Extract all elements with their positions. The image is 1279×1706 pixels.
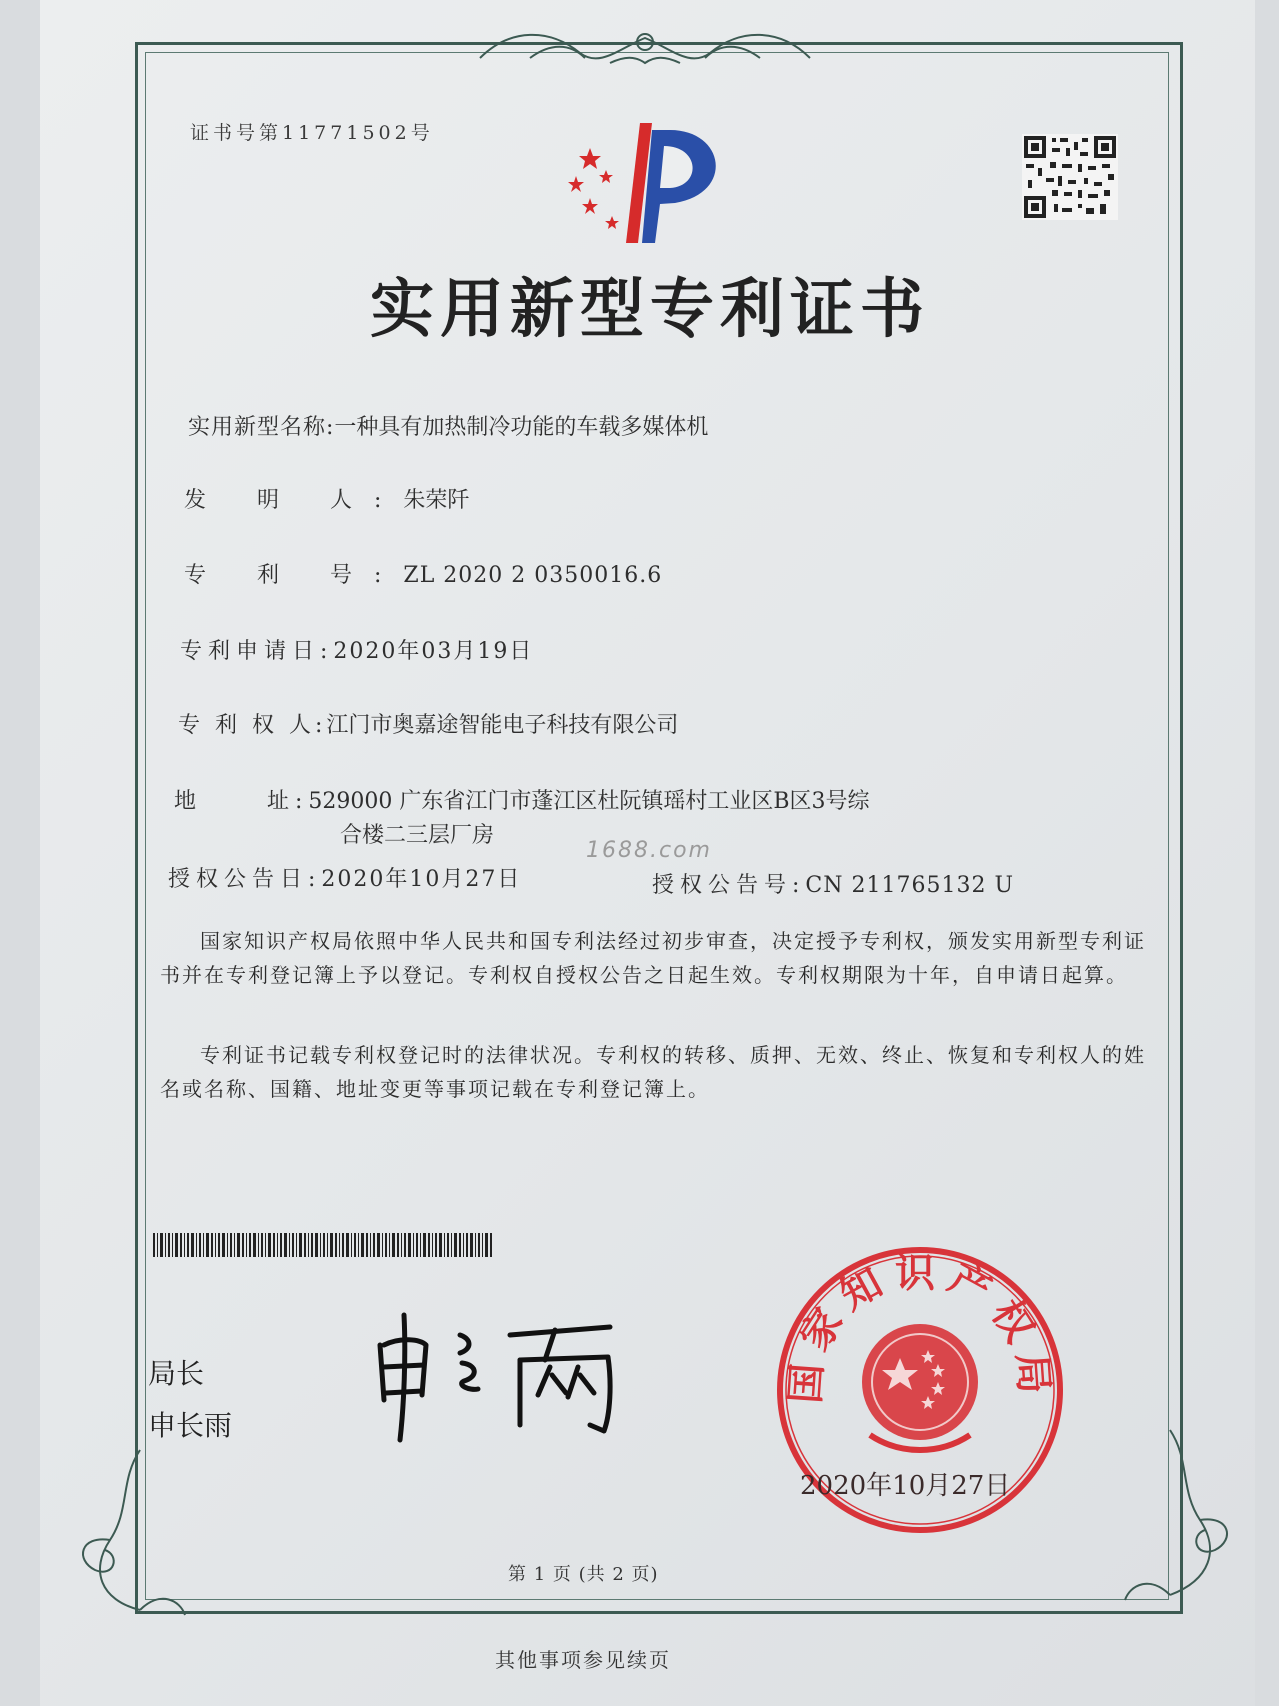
statement-paragraph-2: 专利证书记载专利权登记时的法律状况。专利权的转移、质押、无效、终止、恢复和专利权人的姓名或名称、国籍、地址变更等事项记载在专利登记簿上。 (160, 1043, 1146, 1101)
inventor-label: 发 明 人: (184, 488, 404, 513)
announcement-number-row (652, 868, 1014, 899)
filing-date-row (180, 634, 533, 665)
continuation-note: 其他事项参见续页 (495, 1648, 671, 1672)
cnipa-logo-icon (560, 118, 740, 248)
patentee-value: 江门市奥嘉途智能电子科技有限公司 (326, 713, 679, 738)
filing-date-value: 2020年03月19日 (333, 639, 534, 664)
announcement-date-value: 2020年10月27日 (321, 867, 522, 892)
statement-paragraph-1: 国家知识产权局依照中华人民共和国专利法经过初步审查，决定授予专利权，颁发实用新型专利证书并在专利登记簿上予以登记。专利权自授权公告之日起生效。专利权期限为十年，自申请日起算。 (160, 929, 1146, 987)
patent-number-row (184, 558, 662, 589)
utility-model-name-label: 实用新型名称: (188, 415, 335, 440)
qr-code-icon (1022, 134, 1118, 220)
director-name: 申长雨 (148, 1409, 233, 1442)
inventor-row (184, 483, 469, 514)
address-line-2: 合楼二三层厂房 (340, 823, 495, 848)
announcement-date-label: 授权公告日: (168, 867, 322, 892)
seal-text: 国家知识产权局 (782, 1250, 1058, 1406)
filing-date-label: 专利申请日: (180, 639, 334, 664)
certificate-number: 证书号第11771502号 (190, 122, 434, 144)
announcement-number-label: 授权公告号: (652, 873, 806, 898)
utility-model-name-value: 一种具有加热制冷功能的车载多媒体机 (334, 415, 709, 440)
address-row (174, 784, 870, 815)
top-ornament (470, 18, 820, 78)
patentee-label: 专 利 权 人: (178, 713, 327, 738)
watermark-text: 1688.com (586, 838, 712, 863)
bottom-right-ornament (1110, 1420, 1250, 1610)
patent-number-label: 专 利 号: (184, 563, 404, 588)
utility-model-name-row (188, 410, 708, 441)
announcement-number-value: CN 211765132 U (805, 873, 1015, 898)
patentee-row (178, 708, 678, 739)
address-label: 地 址: (174, 789, 309, 814)
certificate-title: 实用新型专利证书 (370, 273, 930, 347)
director-signature (360, 1305, 650, 1445)
announcement-date-row (168, 862, 521, 893)
address-line-1: 529000 广东省江门市蓬江区杜阮镇瑶村工业区B区3号综 (308, 789, 870, 814)
inventor-value: 朱荣阡 (403, 488, 470, 513)
seal-date: 2020年10月27日 (800, 1471, 1011, 1501)
bottom-left-ornament (60, 1440, 200, 1620)
patent-number-value: ZL 2020 2 0350016.6 (403, 563, 663, 588)
barcode-icon (153, 1233, 493, 1257)
director-title: 局长 (148, 1357, 205, 1390)
page-indicator: 第 1 页 (共 2 页) (508, 1564, 659, 1585)
